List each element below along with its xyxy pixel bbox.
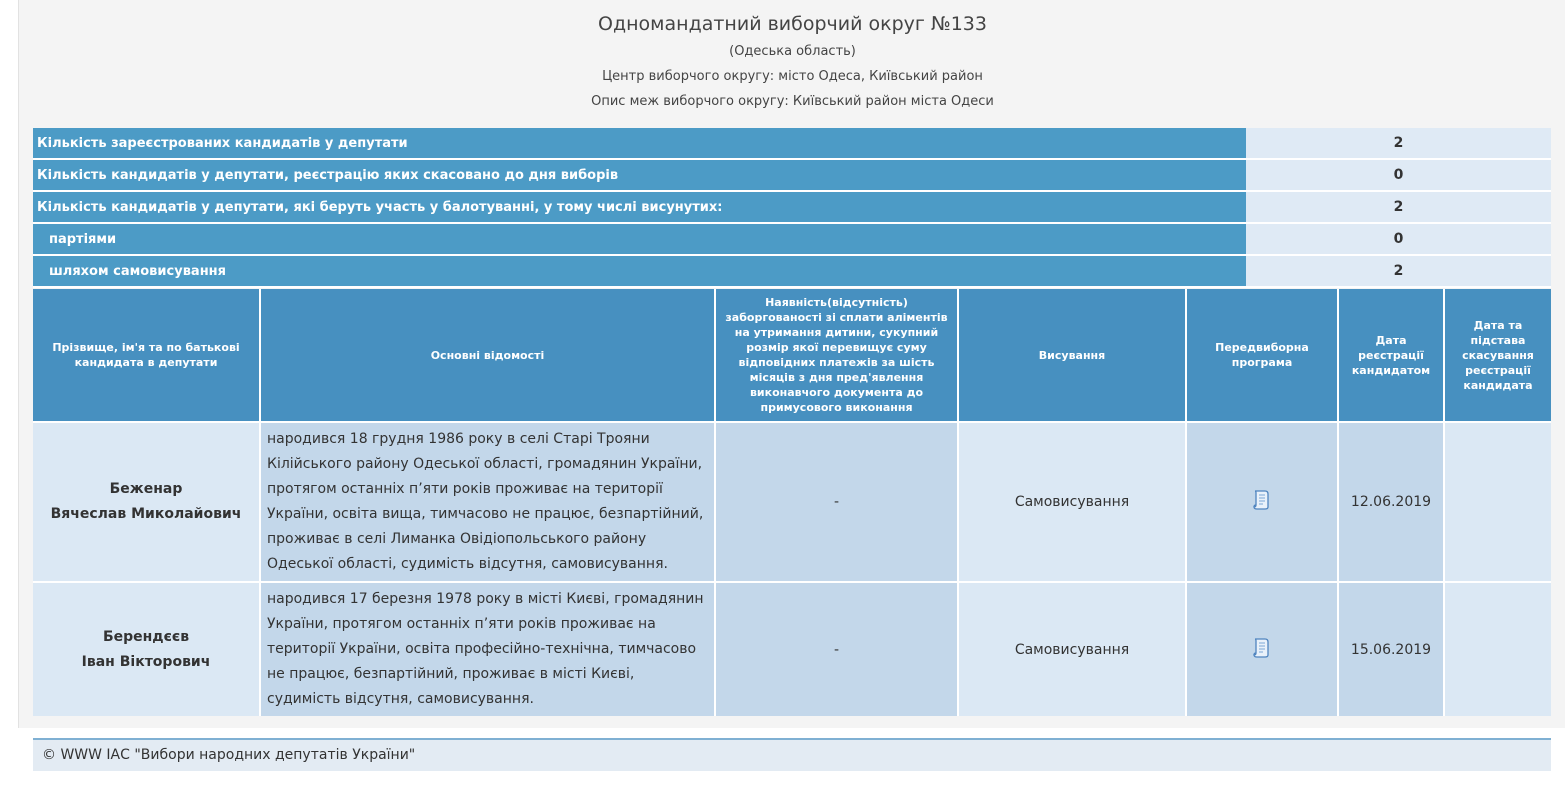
district-region: (Одеська область) [729, 44, 856, 59]
summary-value: 2 [1246, 128, 1551, 159]
candidate-name [33, 582, 260, 716]
summary-table [33, 128, 1551, 288]
candidate-surname: Берендєєв [102, 628, 190, 645]
table-row [33, 422, 1551, 582]
candidate-cancel [1444, 582, 1551, 716]
column-header-name: Прізвище, ім'я та по батькові кандидата в депутати [33, 289, 260, 422]
summary-row [33, 223, 1551, 255]
summary-label: Кількість кандидатів у депутати, які беруть участь у балотуванні, у тому числі висунутих: [33, 191, 1246, 223]
candidate-cancel [1444, 422, 1551, 582]
candidate-reg-date: 12.06.2019 [1338, 422, 1444, 582]
candidates-table [33, 289, 1551, 716]
table-row [33, 582, 1551, 716]
candidate-info: народився 18 грудня 1986 року в селі Старі Трояни Кілійського району Одеської області, громадянин України, протягом останніх п’яти років проживає на території України, освіта вища, тимчасово не працює, безпартійний, проживає в селі Лиманка Овідіопольського району Одеської області, судимість відсутня, самовисування. [260, 422, 715, 582]
summary-value: 2 [1246, 191, 1551, 223]
summary-label: партіями [33, 223, 1246, 255]
candidate-program [1186, 422, 1338, 582]
summary-row [33, 191, 1551, 223]
district-title: Одномандатний виборчий округ №133 [598, 13, 987, 35]
candidate-info: народився 17 березня 1978 року в місті Києві, громадянин України, протягом останніх п’яти років проживає на території України, освіта професійно-технічна, тимчасово не працює, безпартійний, проживає в місті Києві, судимість відсутня, самовисування. [260, 582, 715, 716]
summary-label: Кількість зареєстрованих кандидатів у депутати [33, 128, 1246, 159]
summary-row [33, 159, 1551, 191]
table-header-row [33, 289, 1551, 422]
candidate-nomination: Самовисування [958, 422, 1186, 582]
district-center: Центр виборчого округу: місто Одеса, Київський район [602, 69, 983, 84]
candidate-alimony: - [715, 582, 958, 716]
column-header-info: Основні відомості [260, 289, 715, 422]
summary-row [33, 128, 1551, 159]
column-header-program: Передвиборна програма [1186, 289, 1338, 422]
candidate-given-names: Іван Вікторович [81, 653, 211, 670]
document-icon[interactable] [1252, 637, 1272, 663]
candidate-alimony: - [715, 422, 958, 582]
document-icon[interactable] [1252, 489, 1272, 515]
candidate-reg-date: 15.06.2019 [1338, 582, 1444, 716]
candidate-given-names: Вячеслав Миколайович [50, 506, 242, 522]
district-description: Опис меж виборчого округу: Київський район міста Одеси [591, 94, 994, 109]
candidate-program [1186, 582, 1338, 716]
summary-row [33, 255, 1551, 287]
column-header-cancel: Дата та підстава скасування реєстрації кандидата [1444, 289, 1551, 422]
footer-copyright: © WWW ІАС "Вибори народних депутатів України" [42, 747, 416, 763]
summary-label: Кількість кандидатів у депутати, реєстрацію яких скасовано до дня виборів [33, 159, 1246, 191]
column-header-nomination: Висування [958, 289, 1186, 422]
footer [33, 738, 1551, 771]
column-header-reg-date: Дата реєстрації кандидатом [1338, 289, 1444, 422]
candidate-surname: Беженар [109, 481, 183, 497]
candidate-nomination: Самовисування [958, 582, 1186, 716]
column-header-alimony: Наявність(відсутність) заборгованості зі сплати аліментів на утримання дитини, сукупний розмір якої перевищує суму відповідних платежів за шість місяців з дня пред'явлення виконавчого документа до примусового виконання [715, 289, 958, 422]
summary-value: 2 [1246, 255, 1551, 287]
summary-label: шляхом самовисування [33, 255, 1246, 287]
summary-value: 0 [1246, 223, 1551, 255]
summary-value: 0 [1246, 159, 1551, 191]
candidate-name [33, 422, 260, 582]
